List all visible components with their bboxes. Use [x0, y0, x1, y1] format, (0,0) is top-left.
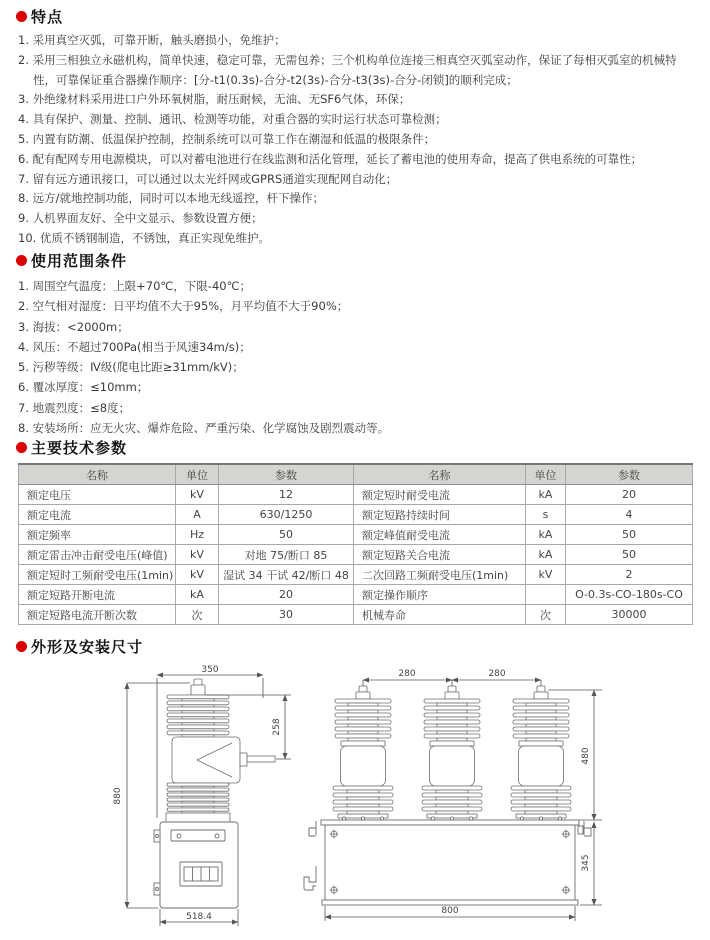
table-row	[19, 545, 693, 565]
param-value: 20	[566, 485, 693, 505]
param-unit: s	[526, 505, 566, 525]
column-header: 参数	[566, 464, 693, 485]
feature-item: 8. 远方/就地控制功能，同时可以本地无线遥控，杆下操作；	[18, 191, 324, 206]
param-name: 额定雷击冲击耐受电压(峰值)	[19, 545, 176, 565]
param-value: 2	[566, 565, 693, 585]
dim-label-518: 518.4	[186, 912, 212, 922]
param-name: 额定短时耐受电流	[354, 485, 526, 505]
feature-item: 3. 外绝缘材料采用进口户外环氧树脂，耐压耐候，无油、无SF6气体，环保；	[18, 92, 411, 107]
dim-label-345: 345	[581, 854, 591, 872]
param-value: 30000	[566, 605, 693, 625]
front-view-drawing	[304, 669, 602, 921]
column-header: 名称	[354, 464, 526, 485]
param-unit: kA	[526, 485, 566, 505]
red-bullet-icon	[16, 442, 27, 453]
side-upper-ribs	[167, 695, 229, 737]
hook-plate-right	[578, 826, 583, 834]
param-name: 额定短路开断电流	[19, 585, 176, 605]
param-unit: kV	[176, 545, 219, 565]
param-unit: 次	[526, 605, 566, 625]
dim-label-258: 258	[272, 718, 282, 736]
param-name: 额定短路电流开断次数	[19, 605, 176, 625]
param-unit	[526, 585, 566, 605]
condition-item: 2. 空气相对湿度：日平均值不大于95%，月平均值不大于90%；	[18, 299, 349, 314]
table-row	[19, 605, 693, 625]
param-name: 额定短路关合电流	[354, 545, 526, 565]
column-header: 参数	[219, 464, 354, 485]
feature-item: 10. 优质不锈钢制造，不锈蚀，真正实现免维护。	[18, 230, 270, 245]
param-value: 50	[566, 525, 693, 545]
dim-280-left	[363, 680, 452, 690]
param-value: 4	[566, 505, 693, 525]
param-value: 对地 75/断口 85	[219, 545, 354, 565]
dim-label-350: 350	[201, 665, 219, 675]
feature-item: 2. 采用三相独立永磁机构，简单快速，稳定可靠，无需包养；三个机构单位连接三相真空灭弧室动作，保证了每相灭弧室的机械特性，可靠保证重合器操作顺序：[分-t1(0.3s)-合分-t2(3s)-合分-t3(3s)-合分-闭锁]的顺利完成；	[18, 52, 677, 87]
param-name: 机械寿命	[354, 605, 526, 625]
parameters-table	[18, 463, 693, 625]
condition-item: 5. 污秽等级：Ⅳ级(爬电比距≥31mm/kV)；	[18, 360, 244, 375]
front-pole-2	[422, 686, 482, 820]
side-mechanism-box	[154, 822, 238, 908]
param-name: 二次回路工频耐受电压(1min)	[354, 565, 526, 585]
condition-item: 1. 周围空气温度：上限+70℃，下限-40℃；	[18, 279, 252, 293]
conditions-section-title	[16, 250, 127, 271]
param-value: 630/1250	[219, 505, 354, 525]
param-unit: kV	[176, 485, 219, 505]
param-value: 50	[219, 525, 354, 545]
param-value: 湿试 34 干试 42/断口 48	[219, 565, 354, 585]
param-value: O-0.3s-CO-180s-CO	[566, 585, 693, 605]
column-header: 单位	[176, 464, 219, 485]
param-name: 额定电流	[19, 505, 176, 525]
param-name: 额定短时工频耐受电压(1min)	[19, 565, 176, 585]
front-base-box	[321, 820, 579, 905]
dim-label-280-right: 280	[488, 669, 506, 679]
param-unit: Hz	[176, 525, 219, 545]
red-bullet-icon	[16, 255, 27, 266]
table-row	[19, 505, 693, 525]
param-unit: kV	[176, 565, 219, 585]
dim-label-480: 480	[581, 747, 591, 765]
dimension-drawings	[0, 650, 710, 940]
column-header: 名称	[19, 464, 176, 485]
dim-280-right	[452, 680, 541, 690]
side-lower-ribs	[167, 783, 229, 813]
param-unit: A	[176, 505, 219, 525]
side-view-drawing	[113, 665, 291, 926]
side-terminal	[191, 679, 205, 695]
front-pole-1	[333, 686, 393, 820]
side-flange	[166, 813, 230, 822]
front-pole-3	[511, 686, 571, 820]
section-title-text: 主要技术参数	[31, 439, 128, 457]
parameters-section-title	[16, 437, 127, 458]
param-value: 50	[566, 545, 693, 565]
condition-item: 8. 安装场所：应无火灾、爆炸危险、严重污染、化学腐蚀及剧烈震动等。	[18, 421, 390, 436]
section-title-text: 使用范围条件	[31, 252, 128, 270]
table-row	[19, 565, 693, 585]
hook-top-right	[584, 821, 591, 836]
param-name: 额定短路持续时间	[354, 505, 526, 525]
condition-item: 7. 地震烈度：≤8度；	[18, 400, 131, 415]
feature-item: 6. 配有配网专用电源模块，可以对蓄电池进行在线监测和活化管理，延长了蓄电池的使用寿命，提高了供电系统的可靠性；	[18, 151, 643, 166]
param-value: 30	[219, 605, 354, 625]
condition-item: 6. 覆冰厚度：≤10mm；	[18, 380, 149, 395]
table-row	[19, 525, 693, 545]
table-header-row	[19, 464, 693, 485]
param-name: 额定操作顺序	[354, 585, 526, 605]
feature-item: 9. 人机界面友好、全中文显示、参数设置方便；	[18, 211, 263, 226]
feature-item: 1. 采用真空灭弧，可靠开断，触头磨损小，免维护；	[18, 33, 286, 47]
column-header: 单位	[526, 464, 566, 485]
hook-top-left	[309, 821, 316, 836]
param-unit: 次	[176, 605, 219, 625]
param-name: 额定电压	[19, 485, 176, 505]
hook-bottom-left	[304, 866, 316, 890]
feature-item: 4. 具有保护、测量、控制、通讯、检测等功能，对重合器的实时运行状态可靠检测；	[18, 112, 447, 127]
condition-item: 4. 风压：不超过700Pa(相当于风速34m/s)；	[18, 339, 251, 354]
param-value: 12	[219, 485, 354, 505]
features-list	[18, 31, 694, 249]
param-unit: kA	[526, 545, 566, 565]
table-row	[19, 485, 693, 505]
section-title-text: 特点	[31, 8, 64, 26]
section-title-text: 外形及安装尺寸	[31, 638, 144, 656]
param-unit: kA	[526, 525, 566, 545]
condition-item: 3. 海拔：<2000m；	[18, 319, 129, 334]
param-name: 额定峰值耐受电流	[354, 525, 526, 545]
param-unit: kA	[176, 585, 219, 605]
param-name: 额定频率	[19, 525, 176, 545]
dim-label-280-left: 280	[398, 669, 416, 679]
red-bullet-icon	[16, 11, 27, 22]
side-body	[172, 737, 275, 783]
conditions-list	[18, 276, 694, 439]
features-section-title	[16, 6, 63, 27]
table-row	[19, 585, 693, 605]
dim-label-880: 880	[113, 787, 123, 805]
dim-label-800: 800	[441, 906, 459, 916]
feature-item: 7. 留有远方通讯接口，可以通过以太光纤网或GPRS通道实现配网自动化；	[18, 171, 398, 186]
param-value: 20	[219, 585, 354, 605]
param-unit: kV	[526, 565, 566, 585]
feature-item: 5. 内置有防潮、低温保护控制，控制系统可以可靠工作在潮湿和低温的极限条件；	[18, 131, 436, 146]
